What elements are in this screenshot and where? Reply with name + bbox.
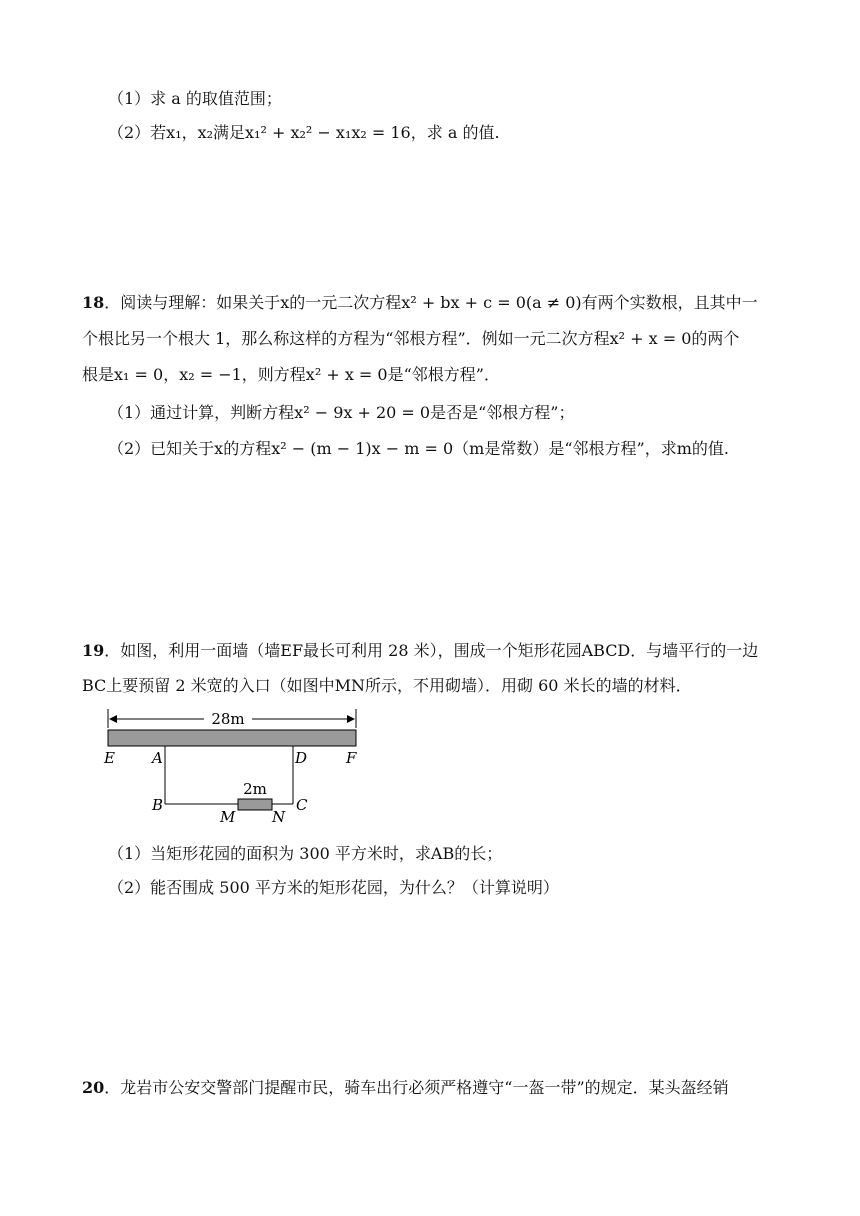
wall-ef xyxy=(108,730,356,746)
q20-number: 20 xyxy=(82,1078,105,1097)
q18-line1 xyxy=(82,292,758,314)
q18-line2: 个根比另一个根大 1，那么称这样的方程为“邻根方程”．例如一元二次方程x² + x = 0的两个 xyxy=(82,329,740,348)
q17-part1: （1）求 a 的取值范围； xyxy=(108,89,282,108)
q18-number: 18 xyxy=(82,293,105,312)
q19-line2: BC上要预留 2 米宽的入口（如图中MN所示，不用砌墙）．用砌 60 米长的墙的材料． xyxy=(82,676,692,695)
label-d: D xyxy=(295,749,308,767)
q19-number: 19 xyxy=(82,641,105,660)
label-f: F xyxy=(346,749,357,767)
label-c: C xyxy=(296,796,308,814)
q19-part1: （1）当矩形花园的面积为 300 平方米时，求AB的长； xyxy=(108,844,503,863)
q17-part2: （2）若x₁，x₂满足x₁² + x₂² − x₁x₂ = 16，求 a 的值. xyxy=(108,123,500,142)
label-b: B xyxy=(152,796,164,814)
q20-line1 xyxy=(82,1077,729,1099)
arrow-left-icon xyxy=(109,715,117,723)
label-a: A xyxy=(152,749,163,767)
q18-part2: （2）已知关于x的方程x² − (m − 1)x − m = 0（m是常数）是“邻根方程”，求m的值. xyxy=(108,439,729,458)
q18-part1: （1）通过计算，判断方程x² − 9x + 20 = 0是否是“邻根方程”； xyxy=(108,403,575,422)
q18-line3: 根是x₁ = 0，x₂ = −1，则方程x² + x = 0是“邻根方程”． xyxy=(82,365,500,384)
label-m: M xyxy=(220,808,236,826)
label-n: N xyxy=(272,808,286,826)
label-e: E xyxy=(104,749,115,767)
garden-diagram xyxy=(100,706,370,826)
gate-mn xyxy=(238,799,272,810)
wall-length-label: 28m xyxy=(211,710,245,728)
gate-width-label: 2m xyxy=(243,780,267,798)
q19-part2: （2）能否围成 500 平方米的矩形花园，为什么？（计算说明） xyxy=(108,878,559,897)
arrow-right-icon xyxy=(347,715,355,723)
q18-text-1: ．阅读与理解：如果关于x的一元二次方程x² + bx + c = 0(a ≠ 0)有两个实数根，且其中一 xyxy=(104,293,758,312)
q19-line1 xyxy=(82,640,758,662)
q19-text-1: ．如图，利用一面墙（墙EF最长可利用 28 米），围成一个矩形花园ABCD．与墙平行的一边 xyxy=(104,641,759,660)
q20-text-1: ．龙岩市公安交警部门提醒市民，骑车出行必须严格遵守“一盔一带”的规定．某头盔经销 xyxy=(104,1078,729,1097)
